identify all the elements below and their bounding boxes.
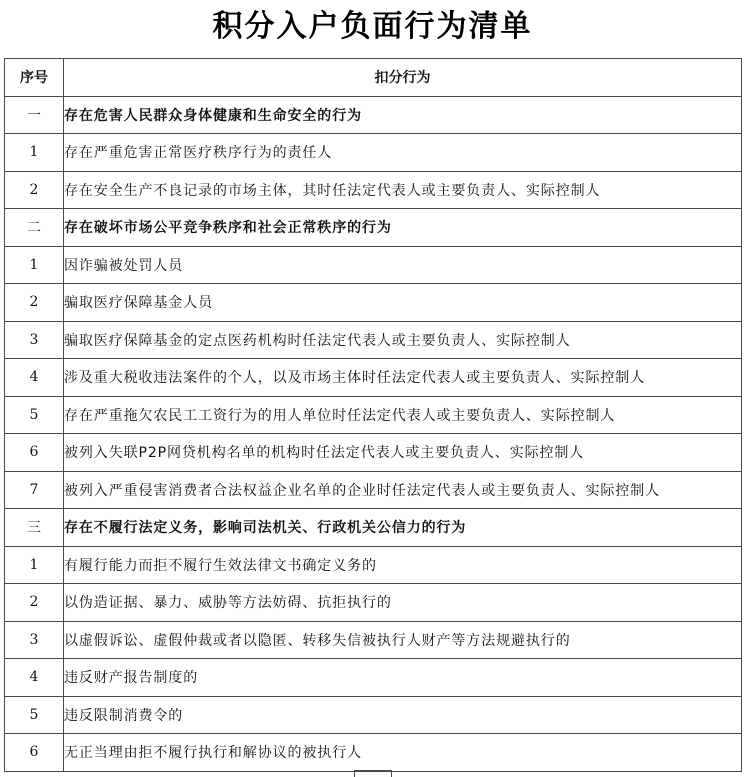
row-text: 违反限制消费令的: [64, 696, 742, 734]
row-number: 1: [5, 246, 64, 284]
row-number: 4: [5, 659, 64, 697]
table-row: [5, 659, 742, 697]
row-text: 骗取医疗保障基金的定点医药机构时任法定代表人或主要负责人、实际控制人: [64, 321, 742, 359]
row-text: 被列入严重侵害消费者合法权益企业名单的企业时任法定代表人或主要负责人、实际控制人: [64, 471, 742, 509]
table-row: [5, 134, 742, 172]
column-header-item: 扣分行为: [64, 59, 742, 97]
row-text: 违反财产报告制度的: [64, 659, 742, 697]
section-row: [5, 209, 742, 247]
row-text: 骗取医疗保障基金人员: [64, 284, 742, 322]
row-number: 5: [5, 396, 64, 434]
table-row: [5, 696, 742, 734]
table-row: [5, 246, 742, 284]
table-row: [5, 284, 742, 322]
row-text: 以伪造证据、暴力、威胁等方法妨碍、抗拒执行的: [64, 584, 742, 622]
table-row: [5, 621, 742, 659]
row-text: 有履行能力而拒不履行生效法律文书确定义务的: [64, 546, 742, 584]
table-row: [5, 171, 742, 209]
negative-behavior-table: [4, 58, 742, 772]
row-number: 2: [5, 284, 64, 322]
row-text: 无正当理由拒不履行执行和解协议的被执行人: [64, 734, 742, 772]
row-text: 因诈骗被处罚人员: [64, 246, 742, 284]
table-row: [5, 471, 742, 509]
row-number: 4: [5, 359, 64, 397]
row-number: 3: [5, 621, 64, 659]
table-body: [5, 96, 742, 771]
page-title: 积分入户负面行为清单: [212, 9, 533, 44]
table-row: [5, 734, 742, 772]
row-text: 存在严重拖欠农民工工资行为的用人单位时任法定代表人或主要负责人、实际控制人: [64, 396, 742, 434]
row-number: 一: [5, 96, 64, 134]
row-number: 6: [5, 434, 64, 472]
row-text: 存在安全生产不良记录的市场主体，其时任法定代表人或主要负责人、实际控制人: [64, 171, 742, 209]
row-number: 2: [5, 584, 64, 622]
row-text: 以虚假诉讼、虚假仲裁或者以隐匿、转移失信被执行人财产等方法规避执行的: [64, 621, 742, 659]
section-row: [5, 509, 742, 547]
row-number: 3: [5, 321, 64, 359]
row-number: 三: [5, 509, 64, 547]
row-text: 涉及重大税收违法案件的个人，以及市场主体时任法定代表人或主要负责人、实际控制人: [64, 359, 742, 397]
row-number: 7: [5, 471, 64, 509]
table-row: [5, 546, 742, 584]
row-text: 存在破坏市场公平竞争秩序和社会正常秩序的行为: [64, 209, 742, 247]
table-header-row: [5, 59, 742, 97]
row-text: 存在危害人民群众身体健康和生命安全的行为: [64, 96, 742, 134]
row-number: 1: [5, 134, 64, 172]
section-row: [5, 96, 742, 134]
table-row: [5, 396, 742, 434]
column-header-no: 序号: [5, 59, 64, 97]
table-row: [5, 434, 742, 472]
row-text: 被列入失联P2P网贷机构名单的机构时任法定代表人或主要负责人、实际控制人: [64, 434, 742, 472]
row-text: 存在严重危害正常医疗秩序行为的责任人: [64, 134, 742, 172]
table-row: [5, 321, 742, 359]
row-number: 2: [5, 171, 64, 209]
row-number: 二: [5, 209, 64, 247]
row-text: 存在不履行法定义务，影响司法机关、行政机关公信力的行为: [64, 509, 742, 547]
table-row: [5, 584, 742, 622]
table-row: [5, 359, 742, 397]
row-number: 1: [5, 546, 64, 584]
row-number: 5: [5, 696, 64, 734]
row-number: 6: [5, 734, 64, 772]
